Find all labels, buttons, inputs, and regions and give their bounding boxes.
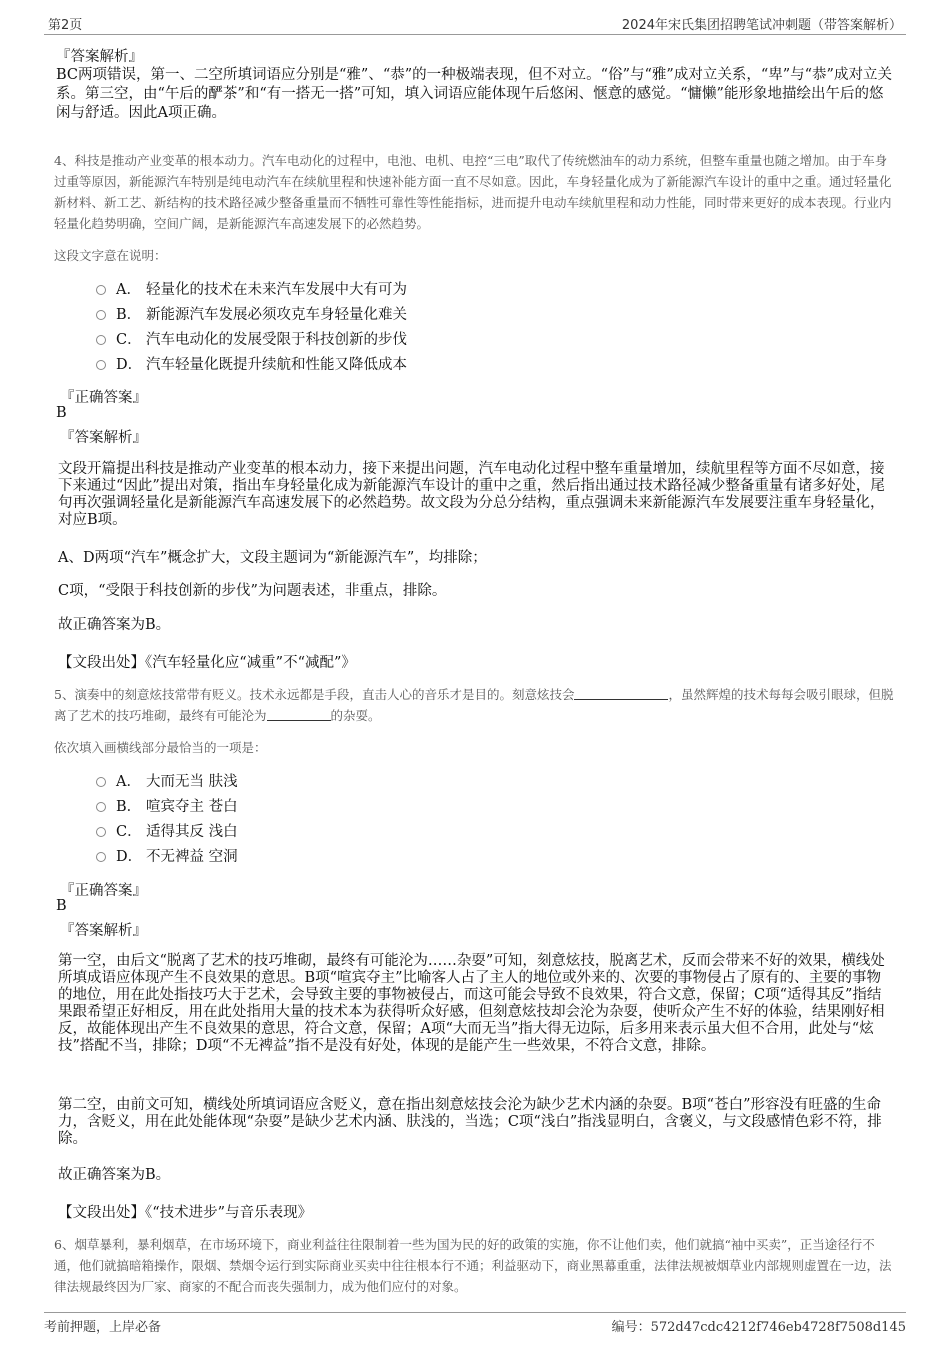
radio-icon[interactable] — [96, 777, 106, 787]
q4-option-b[interactable]: B． 新能源汽车发展必须攻克车身轻量化难关 — [96, 303, 407, 328]
q5-analysis-para1: 第一空，由后文“脱离了艺术的技巧堆砌，最终有可能沦为……杂耍”可知，刻意炫技，脱离艺术，反而会带来不好的效果，横线处所填成语应体现产生不良效果的意思。B项“喧宾夺主”比喻客人占了主人的地位或外来的、次要的事物侵占了原有的、主要的事物的地位，用在此处指技巧大于艺术，会导致主要的事物被侵占，而这可能会导致不良效果，符合文意，保留；C项“适得其反”指结果跟希望正好相反，用在此处指用大量的技术本为获得听众好感，但刻意炫技却会沦为杂耍，使听众产生不好的体验，结果刚好相反，故能体现出产生不良效果的意思，符合文意，保留；A项“大而无当”指大得无边际，后多用来表示虽大但不合用，此处与“炫技”搭配不当，排除；D项“不无裨益”指不是没有好处，体现的是能产生一些效果，不符合文意，排除。 — [58, 953, 885, 1054]
radio-icon[interactable] — [96, 827, 106, 837]
radio-icon[interactable] — [96, 360, 106, 370]
q5-option-c[interactable]: C． 适得其反 浅白 — [96, 820, 238, 845]
q4-analysis-para3: C项，“受限于科技创新的步伐”为问题表述，非重点，排除。 — [58, 583, 447, 599]
radio-icon[interactable] — [96, 802, 106, 812]
page-number: 第2页 — [48, 18, 83, 33]
radio-icon[interactable] — [96, 285, 106, 295]
q5-correct-answer: B — [56, 898, 67, 914]
q5-option-a[interactable]: A． 大而无当 肤浅 — [96, 770, 238, 795]
q5-analysis-para2: 第二空，由前文可知，横线处所填词语应含贬义，意在指出刻意炫技会沦为缺少艺术内涵的杂耍。B项“苍白”形容没有旺盛的生命力，含贬义，用在此处能体现“杂耍”是缺少艺术内涵、肤浅的，当选；C项“浅白”指浅显明白，含褒义，与文段感情色彩不符，排除。 — [58, 1097, 882, 1147]
q4-correct-answer: B — [56, 405, 67, 421]
q3-analysis-label: 『答案解析』 — [56, 49, 143, 65]
q3-analysis-text: BC两项错误，第一、二空所填词语应分别是“雅”、“恭”的一种极端表现，但不对立。“俗”与“雅”成对立关系，“卑”与“恭”成对立关系。第三空，由“午后的酽茶”和“有一搭无一搭”可知，填入词语应能体现午后悠闲、惬意的感觉。“慵懒”能形象地描绘出午后的悠闲与舒适。因此A项正确。 — [56, 67, 892, 121]
q5-analysis-para3: 故正确答案为B。 — [58, 1167, 171, 1183]
blank-line — [267, 708, 331, 721]
q4-analysis-label: 『答案解析』 — [60, 430, 147, 446]
q4-option-c[interactable]: C． 汽车电动化的发展受限于科技创新的步伐 — [96, 328, 407, 353]
q5-source: 【文段出处】《“技术进步”与音乐表现》 — [58, 1205, 313, 1221]
q4-option-d[interactable]: D． 汽车轻量化既提升续航和性能又降低成本 — [96, 353, 407, 378]
q4-prompt: 这段文字意在说明： — [54, 248, 167, 263]
q5-correct-label: 『正确答案』 — [60, 883, 147, 899]
q5-prompt: 依次填入画横线部分最恰当的一项是： — [54, 740, 267, 755]
radio-icon[interactable] — [96, 852, 106, 862]
blank-line — [574, 687, 668, 700]
q5-stem: 5、演奏中的刻意炫技常带有贬义。技术永远都是手段，直击人心的音乐才是目的。刻意炫技会 ，虽然辉煌的技术每每会吸引眼球，但脱离了艺术的技巧堆砌，最终有可能沦为 的杂耍。 — [54, 687, 894, 723]
q4-correct-label: 『正确答案』 — [60, 390, 147, 406]
q4-analysis-para4: 故正确答案为B。 — [58, 617, 171, 633]
q6-stem: 6、烟草暴利，暴利烟草，在市场环境下，商业利益往往限制着一些为国为民的好的政策的实施，你不让他们卖，他们就搞“袖中买卖”，正当途径行不通，他们就搞暗箱操作，限烟、禁烟令运行到实际商业买卖中往往根本行不通；利益驱动下，商业黑幕重重，法律法规被烟草业内部规则虚置在一边，法律法规最终因为厂家、商家的不配合而丧失强制力，成为他们应付的对象。 — [54, 1237, 892, 1294]
q5-analysis-label: 『答案解析』 — [60, 923, 147, 939]
q5-options — [96, 770, 238, 870]
q4-stem: 4、科技是推动产业变革的根本动力。汽车电动化的过程中，电池、电机、电控“三电”取代了传统燃油车的动力系统，但整车重量也随之增加。由于车身过重等原因，新能源汽车特别是纯电动汽车在续航里程和快速补能方面一直不尽如意。因此，车身轻量化成为了新能源汽车设计的重中之重。通过轻量化新材料、新工艺、新结构的技术路径减少整备重量而不牺牲可靠性等性能指标，进而提升电动车续航里程和动力性能，同时带来更好的成本表现。行业内轻量化趋势明确，空间广阔，是新能源汽车高速发展下的必然趋势。 — [54, 153, 892, 231]
document-title: 2024年宋氏集团招聘笔试冲刺题（带答案解析） — [621, 18, 902, 33]
page-header — [44, 12, 906, 35]
document-id: 编号：572d47cdc4212f746eb4728f7508d145 — [611, 1320, 906, 1335]
q5-option-b[interactable]: B． 喧宾夺主 苍白 — [96, 795, 238, 820]
q4-analysis-para2: A、D两项“汽车”概念扩大，文段主题词为“新能源汽车”，均排除； — [58, 550, 487, 566]
q4-analysis-para1: 文段开篇提出科技是推动产业变革的根本动力，接下来提出问题，汽车电动化过程中整车重量增加，续航里程等方面不尽如意，接下来通过“因此”提出对策，指出车身轻量化成为新能源汽车设计的重中之重，然后指出通过技术路径减少整备重量有诸多好处，尾句再次强调轻量化是新能源汽车高速发展下的必然趋势。故文段为分总分结构，重点强调未来新能源汽车发展要注重车身轻量化，对应B项。 — [58, 461, 885, 528]
q5-option-d[interactable]: D． 不无裨益 空洞 — [96, 845, 238, 870]
footer-slogan: 考前押题，上岸必备 — [44, 1320, 162, 1335]
q4-source: 【文段出处】《汽车轻量化应“减重”不“减配”》 — [58, 655, 356, 671]
radio-icon[interactable] — [96, 310, 106, 320]
q4-options — [96, 278, 407, 378]
q4-option-a[interactable]: A． 轻量化的技术在未来汽车发展中大有可为 — [96, 278, 407, 303]
page-footer — [44, 1312, 906, 1335]
radio-icon[interactable] — [96, 335, 106, 345]
